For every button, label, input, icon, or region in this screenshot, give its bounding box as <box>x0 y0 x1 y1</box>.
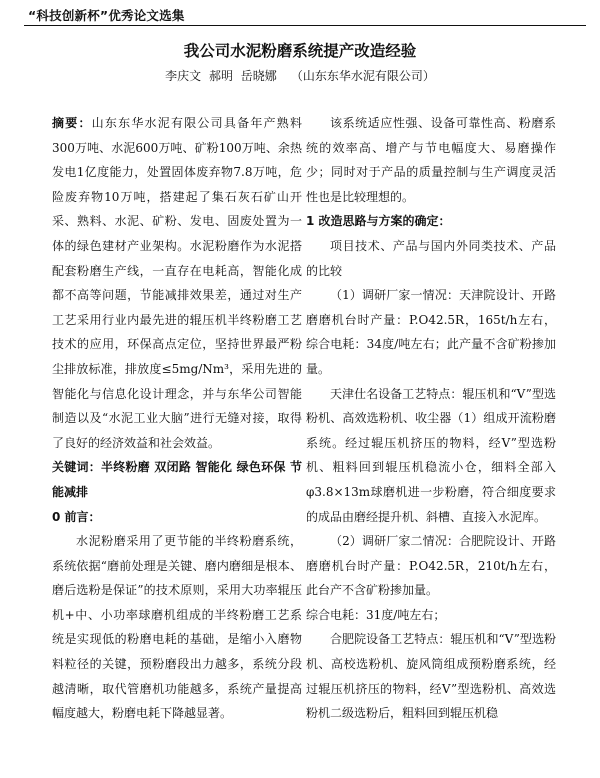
paragraph-system-advantages: 该系统适应性强、设备可靠性高、粉磨系统的效率高、增产与节电幅度大、易磨操作少；同时对于产品的质量控制与生产调度灵活性也是比较理想的。 <box>306 116 556 204</box>
preface-heading: 0 前言： <box>52 509 101 524</box>
paragraph-survey-1: （1）调研厂家一情况：天津院设计、开路磨磨机台时产量：P.O42.5R，165t/h左右，综合电耗：34度/吨左右；此产量不含矿粉掺加量。 <box>306 288 556 376</box>
abstract-label: 摘要： <box>52 116 92 130</box>
left-column <box>52 111 302 726</box>
article-title: 我公司水泥粉磨系统提产改造经验 <box>183 42 417 60</box>
authors: 李庆文 郝明 岳晓娜 <box>165 69 277 83</box>
section-1-heading: 1 改造思路与方案的确定： <box>306 214 451 229</box>
abstract-text: 山东东华水泥有限公司具备年产熟料300万吨、水泥600万吨、矿粉100万吨、余热发电1亿度能力，处置固体废弃物7.8万吨，危险废弃物10万吨，搭建起了集石灰石矿山开采、熟料、水泥、矿粉、发电、固废处置为一体的绿色建材产业架构。水泥粉磨作为水泥搭配套粉磨生产线，一直存在电耗高，智能化成都不高等问题，节能减排效果差，通过对生产工艺采用行业内最先进的辊压机半终粉磨工艺技术的应用，环保高点定位，坚持世界最严粉尘排放标准，排放度≤5mg/Nm³，采用先进的智能化与信息化设计理念，并与东华公司智能制造以及“水泥工业大脑”进行无缝对接，取得了良好的经济效益和社会效益。 <box>52 116 302 450</box>
paragraph-tianjin-features: 天津仕名设备工艺特点：辊压机和“V”型选粉机、高效选粉机、收尘器（1）组成开流粉磨系统。经过辊压机挤压的物料，经V”型选粉机、粗料回到辊压机稳流小仓，细料全部入φ3.8×13m球磨机进一步粉磨，符合细度要求的成品由磨经提升机、斜槽、直接入水泥库。 <box>306 386 556 524</box>
affiliation: （山东东华水泥有限公司） <box>290 69 435 83</box>
header-rule <box>24 25 586 26</box>
paragraph-hefei-features: 合肥院设备工艺特点：辊压机和“V”型选粉机、高校选粉机、旋风筒组成预粉磨系统，经过辊压机挤压的物料，经V”型选粉机、高效选粉机二级选粉后，粗料回到辊压机稳 <box>306 632 556 721</box>
paragraph-power-consumption: 综合电耗：31度/吨左右； <box>306 607 446 622</box>
running-head: “科技创新杯”优秀论文选集 <box>28 8 185 23</box>
abstract <box>52 111 302 455</box>
keywords-label: 关键词： <box>52 460 101 475</box>
byline <box>0 67 600 84</box>
keywords <box>52 455 302 504</box>
paragraph-comparison: 项目技术、产品与国内外同类技术、产品的比较 <box>306 238 556 278</box>
keywords-text: 半终粉磨 双闭路 智能化 绿色环保 节能减排 <box>52 460 302 499</box>
paragraph-survey-2: （2）调研厂家二情况：合肥院设计、开路磨磨机台时产量：P.O42.5R，210t/h左右，此台产不含矿粉掺加量。 <box>306 534 556 598</box>
preface-paragraph: 水泥粉磨采用了更节能的半终粉磨系统，系统依据“磨前处理是关键、磨内磨细是根本、磨后选粉是保证”的技术原则，采用大功率辊压机+中、小功率球磨机组成的半终粉磨工艺系统是实现低的粉磨电耗的基础，是缩小入磨物料粒径的关键，预粉磨段出力越多，系统分段越清晰，取代管磨机功能越多，系统产量提高幅度越大，粉磨电耗下降越显著。 <box>52 534 302 721</box>
right-column <box>306 111 556 726</box>
